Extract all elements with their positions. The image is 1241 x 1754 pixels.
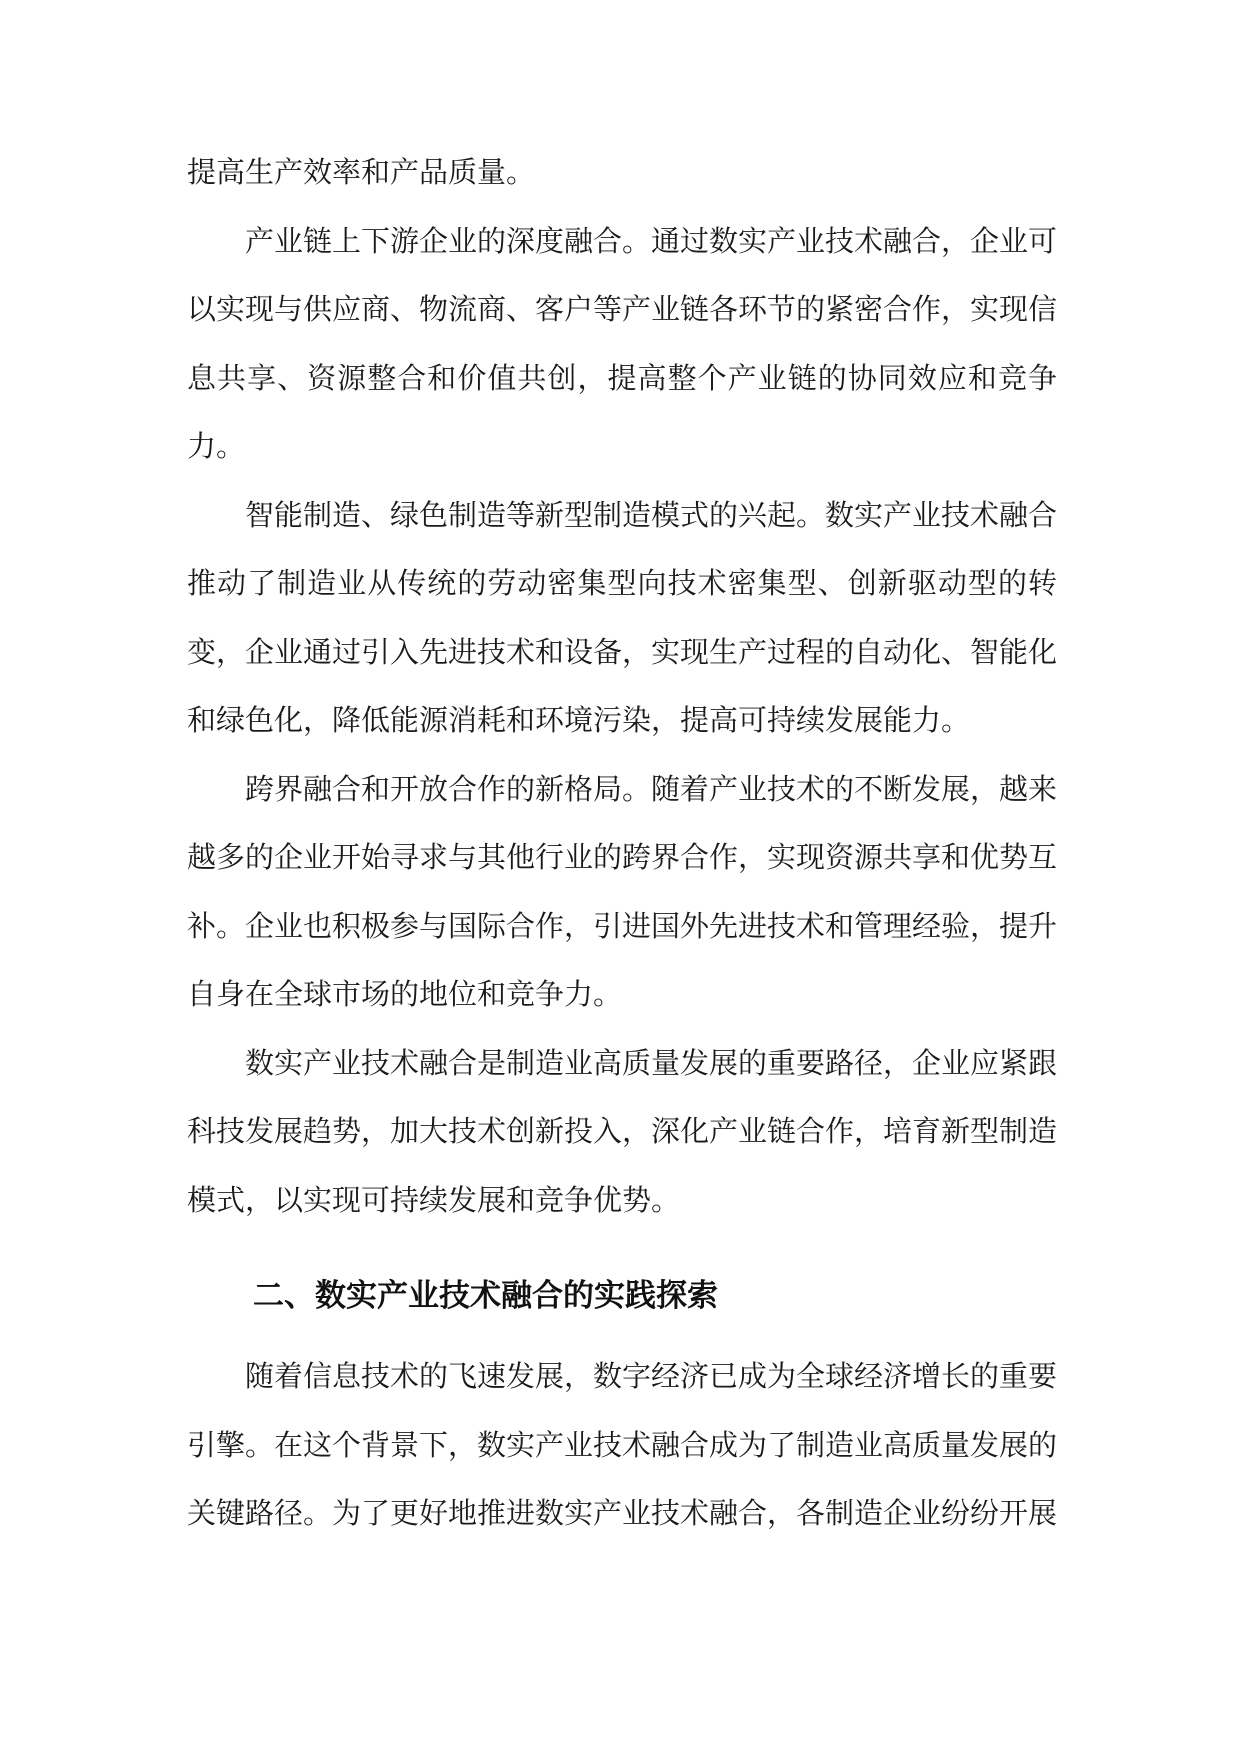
- paragraph-cross-border: 跨界融合和开放合作的新格局。随着产业技术的不断发展，越来越多的企业开始寻求与其他行业的跨界合作，实现资源共享和优势互补。企业也积极参与国际合作，引进国外先进技术和管理经验，提升自身在全球市场的地位和竞争力。: [187, 771, 1058, 1011]
- section-heading: 二、数实产业技术融合的实践探索: [253, 1278, 718, 1314]
- paragraph-summary: 数实产业技术融合是制造业高质量发展的重要路径，企业应紧跟科技发展趋势，加大技术创新投入，深化产业链合作，培育新型制造模式，以实现可持续发展和竞争优势。: [187, 1045, 1058, 1217]
- document-body: [187, 138, 1057, 1548]
- paragraph-continuation: 提高生产效率和产品质量。: [187, 155, 536, 189]
- paragraph-industry-chain: 产业链上下游企业的深度融合。通过数实产业技术融合，企业可以实现与供应商、物流商、客户等产业链各环节的紧密合作，实现信息共享、资源整合和价值共创，提高整个产业链的协同效应和竞争力。: [187, 223, 1058, 463]
- paragraph-smart-manufacturing: 智能制造、绿色制造等新型制造模式的兴起。数实产业技术融合推动了制造业从传统的劳动密集型向技术密集型、创新驱动型的转变，企业通过引入先进技术和设备，实现生产过程的自动化、智能化和绿色化，降低能源消耗和环境污染，提高可持续发展能力。: [187, 497, 1058, 737]
- paragraph-practice-intro: 随着信息技术的飞速发展，数字经济已成为全球经济增长的重要引擎。在这个背景下，数实产业技术融合成为了制造业高质量发展的关键路径。为了更好地推进数实产业技术融合，各制造企业纷纷开展: [187, 1359, 1058, 1530]
